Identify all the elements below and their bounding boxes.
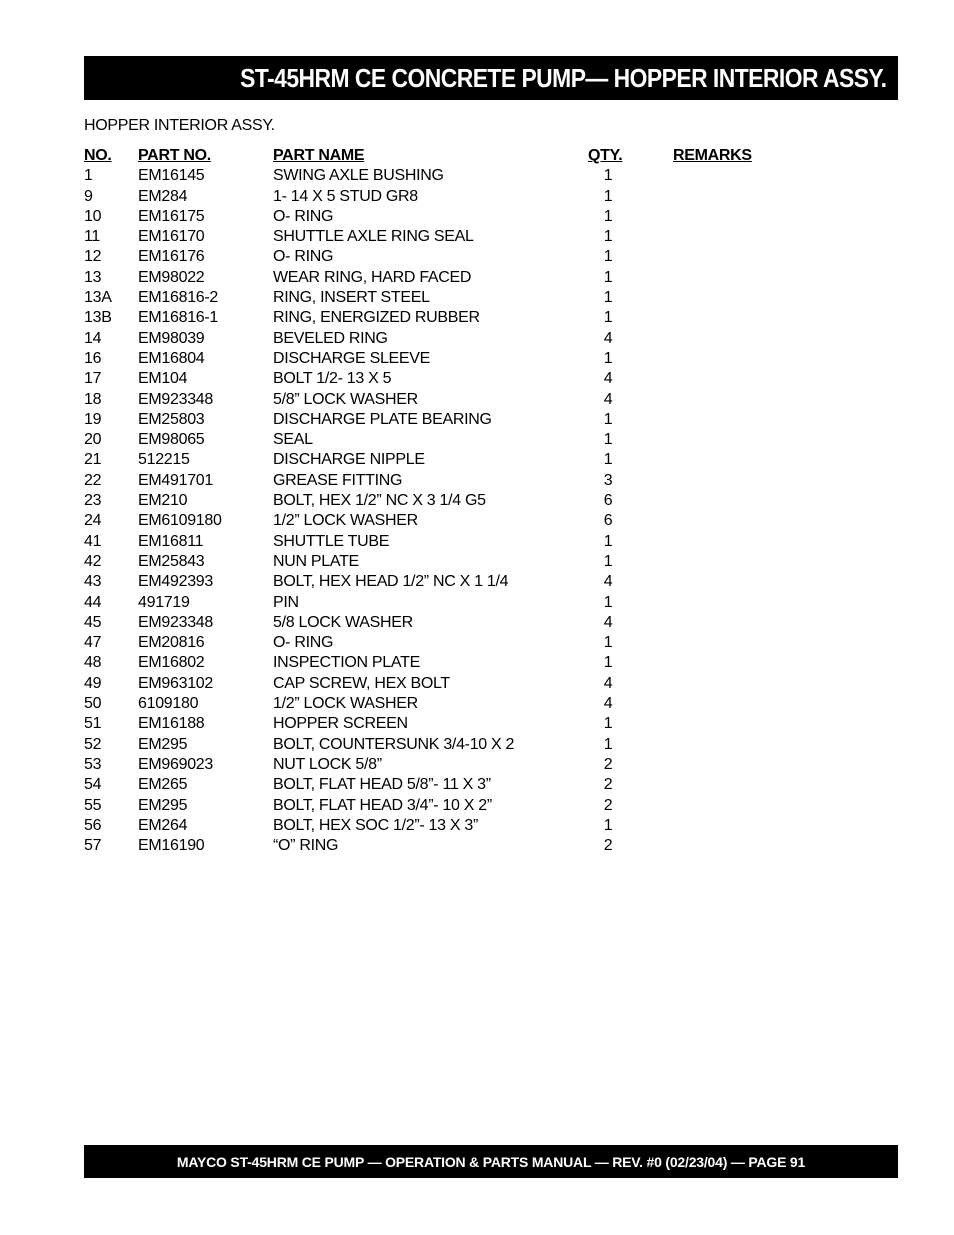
table-row — [84, 247, 784, 267]
column-header-part-no: PART NO. — [138, 147, 211, 164]
cell-part-no: 512215 — [138, 451, 190, 469]
cell-qty: 6 — [603, 512, 613, 530]
cell-qty: 4 — [603, 370, 613, 388]
cell-qty: 1 — [603, 268, 613, 286]
cell-qty: 2 — [603, 755, 613, 773]
column-header-qty: QTY. — [588, 147, 623, 164]
cell-no: 13A — [84, 289, 112, 307]
cell-qty: 1 — [603, 451, 613, 469]
table-row — [84, 471, 784, 491]
cell-qty: 4 — [603, 695, 613, 713]
cell-part-name: SEAL — [273, 431, 313, 449]
cell-no: 13 — [84, 268, 102, 286]
cell-no: 47 — [84, 634, 102, 652]
cell-part-no: EM265 — [138, 776, 188, 794]
table-row — [84, 207, 784, 227]
cell-part-name: BOLT, HEX 1/2” NC X 3 1/4 G5 — [273, 492, 486, 510]
cell-part-no: EM210 — [138, 492, 188, 510]
cell-part-name: O- RING — [273, 634, 334, 652]
cell-qty: 1 — [603, 634, 613, 652]
cell-no: 22 — [84, 471, 102, 489]
cell-part-no: EM25803 — [138, 410, 205, 428]
column-header-no: NO. — [84, 147, 112, 164]
table-row — [84, 653, 784, 673]
cell-part-no: EM969023 — [138, 755, 213, 773]
cell-part-name: “O” RING — [273, 837, 339, 855]
table-row — [84, 532, 784, 552]
cell-part-name: SHUTTLE AXLE RING SEAL — [273, 228, 474, 246]
cell-qty: 4 — [603, 674, 613, 692]
cell-part-name: O- RING — [273, 207, 334, 225]
cell-part-name: CAP SCREW, HEX BOLT — [273, 674, 450, 692]
table-row — [84, 796, 784, 816]
cell-part-name: NUT LOCK 5/8” — [273, 755, 382, 773]
cell-qty: 1 — [603, 349, 613, 367]
cell-qty: 1 — [603, 228, 613, 246]
table-row — [84, 450, 784, 470]
column-header-part-name: PART NAME — [273, 147, 365, 164]
column-header-remarks: REMARKS — [673, 147, 752, 164]
cell-no: 23 — [84, 492, 102, 510]
cell-part-name: HOPPER SCREEN — [273, 715, 408, 733]
cell-part-no: EM492393 — [138, 573, 213, 591]
table-row — [84, 369, 784, 389]
cell-part-name: BOLT 1/2- 13 X 5 — [273, 370, 392, 388]
cell-part-no: EM923348 — [138, 390, 213, 408]
table-row — [84, 227, 784, 247]
cell-no: 18 — [84, 390, 102, 408]
cell-no: 53 — [84, 755, 102, 773]
cell-part-name: NUN PLATE — [273, 552, 359, 570]
cell-no: 17 — [84, 370, 102, 388]
cell-part-no: EM98022 — [138, 268, 205, 286]
footer-bar — [84, 1145, 898, 1178]
cell-no: 10 — [84, 207, 102, 225]
cell-part-name: BEVELED RING — [273, 329, 388, 347]
cell-qty: 1 — [603, 431, 613, 449]
section-label: HOPPER INTERIOR ASSY. — [84, 117, 275, 134]
table-row — [84, 633, 784, 653]
table-header-row — [84, 146, 784, 166]
cell-part-no: EM16816-1 — [138, 309, 219, 327]
cell-part-no: 491719 — [138, 593, 190, 611]
table-row — [84, 410, 784, 430]
cell-qty: 4 — [603, 613, 613, 631]
table-row — [84, 674, 784, 694]
cell-part-no: EM104 — [138, 370, 188, 388]
table-row — [84, 552, 784, 572]
table-row — [84, 714, 784, 734]
cell-qty: 4 — [603, 573, 613, 591]
cell-part-name: 1/2” LOCK WASHER — [273, 695, 418, 713]
table-row — [84, 511, 784, 531]
cell-qty: 1 — [603, 735, 613, 753]
cell-qty: 4 — [603, 390, 613, 408]
cell-part-no: EM16176 — [138, 248, 205, 266]
cell-no: 57 — [84, 837, 102, 855]
cell-part-no: EM25843 — [138, 552, 205, 570]
cell-part-name: 5/8 LOCK WASHER — [273, 613, 413, 631]
cell-part-no: EM923348 — [138, 613, 213, 631]
cell-no: 56 — [84, 816, 102, 834]
cell-no: 48 — [84, 654, 102, 672]
cell-part-name: BOLT, HEX SOC 1/2”- 13 X 3” — [273, 816, 479, 834]
table-row — [84, 755, 784, 775]
table-row — [84, 329, 784, 349]
cell-part-name: DISCHARGE NIPPLE — [273, 451, 425, 469]
table-row — [84, 166, 784, 186]
cell-qty: 6 — [603, 492, 613, 510]
cell-qty: 3 — [603, 471, 613, 489]
cell-qty: 1 — [603, 715, 613, 733]
cell-part-no: EM16190 — [138, 837, 205, 855]
cell-part-name: GREASE FITTING — [273, 471, 403, 489]
cell-no: 11 — [84, 228, 101, 246]
cell-no: 45 — [84, 613, 102, 631]
cell-part-name: WEAR RING, HARD FACED — [273, 268, 472, 286]
cell-part-no: EM98039 — [138, 329, 205, 347]
table-row — [84, 816, 784, 836]
cell-no: 44 — [84, 593, 102, 611]
cell-part-no: EM16170 — [138, 228, 205, 246]
cell-no: 16 — [84, 349, 102, 367]
table-row — [84, 187, 784, 207]
cell-no: 14 — [84, 329, 102, 347]
table-row — [84, 390, 784, 410]
table-row — [84, 491, 784, 511]
cell-part-no: EM284 — [138, 187, 188, 205]
cell-qty: 2 — [603, 796, 613, 814]
parts-table — [84, 146, 784, 856]
cell-qty: 1 — [603, 410, 613, 428]
cell-part-name: BOLT, FLAT HEAD 3/4”- 10 X 2” — [273, 796, 492, 814]
cell-part-name: 5/8” LOCK WASHER — [273, 390, 418, 408]
page-title-bar — [84, 56, 898, 100]
cell-part-no: EM16175 — [138, 207, 205, 225]
cell-part-no: EM16816-2 — [138, 289, 219, 307]
table-row — [84, 430, 784, 450]
cell-part-no: EM16804 — [138, 349, 205, 367]
cell-qty: 1 — [603, 207, 613, 225]
cell-part-no: EM295 — [138, 735, 188, 753]
cell-part-no: 6109180 — [138, 695, 199, 713]
cell-part-name: 1- 14 X 5 STUD GR8 — [273, 187, 418, 205]
cell-no: 54 — [84, 776, 102, 794]
table-row — [84, 349, 784, 369]
cell-part-no: EM295 — [138, 796, 188, 814]
cell-qty: 1 — [603, 248, 613, 266]
cell-qty: 2 — [603, 776, 613, 794]
cell-no: 21 — [84, 451, 102, 469]
cell-no: 42 — [84, 552, 102, 570]
cell-part-no: EM20816 — [138, 634, 205, 652]
cell-qty: 1 — [603, 593, 613, 611]
table-row — [84, 308, 784, 328]
cell-qty: 1 — [603, 187, 613, 205]
cell-part-no: EM264 — [138, 816, 188, 834]
cell-part-no: EM491701 — [138, 471, 213, 489]
cell-qty: 1 — [603, 309, 613, 327]
cell-no: 19 — [84, 410, 102, 428]
cell-part-name: RING, INSERT STEEL — [273, 289, 430, 307]
cell-part-no: EM16188 — [138, 715, 205, 733]
cell-part-no: EM6109180 — [138, 512, 222, 530]
table-row — [84, 613, 784, 633]
table-row — [84, 268, 784, 288]
table-row — [84, 593, 784, 613]
table-row — [84, 694, 784, 714]
cell-part-name: SHUTTLE TUBE — [273, 532, 390, 550]
table-row — [84, 836, 784, 856]
cell-qty: 1 — [603, 167, 613, 185]
cell-no: 1 — [84, 167, 93, 185]
cell-no: 49 — [84, 674, 102, 692]
cell-no: 9 — [84, 187, 93, 205]
cell-part-name: RING, ENERGIZED RUBBER — [273, 309, 480, 327]
cell-qty: 1 — [603, 552, 613, 570]
page-title: ST-45HRM CE CONCRETE PUMP— HOPPER INTERIOR ASSY. — [239, 62, 886, 93]
cell-no: 55 — [84, 796, 102, 814]
cell-part-name: BOLT, COUNTERSUNK 3/4-10 X 2 — [273, 735, 515, 753]
cell-part-name: 1/2” LOCK WASHER — [273, 512, 418, 530]
cell-part-name: DISCHARGE SLEEVE — [273, 349, 431, 367]
cell-qty: 1 — [603, 654, 613, 672]
cell-no: 51 — [84, 715, 102, 733]
cell-part-no: EM98065 — [138, 431, 205, 449]
cell-no: 52 — [84, 735, 102, 753]
cell-no: 50 — [84, 695, 102, 713]
cell-qty: 2 — [603, 837, 613, 855]
cell-no: 41 — [84, 532, 102, 550]
cell-part-name: BOLT, FLAT HEAD 5/8”- 11 X 3” — [273, 776, 491, 794]
table-row — [84, 775, 784, 795]
cell-part-no: EM16145 — [138, 167, 205, 185]
cell-qty: 1 — [603, 289, 613, 307]
cell-qty: 1 — [603, 532, 613, 550]
cell-no: 24 — [84, 512, 102, 530]
cell-part-name: DISCHARGE PLATE BEARING — [273, 410, 492, 428]
table-row — [84, 735, 784, 755]
table-row — [84, 572, 784, 592]
cell-no: 43 — [84, 573, 102, 591]
cell-part-name: INSPECTION PLATE — [273, 654, 420, 672]
cell-no: 13B — [84, 309, 112, 327]
cell-part-no: EM963102 — [138, 674, 213, 692]
cell-part-name: O- RING — [273, 248, 334, 266]
cell-no: 20 — [84, 431, 102, 449]
cell-part-name: SWING AXLE BUSHING — [273, 167, 444, 185]
cell-part-name: BOLT, HEX HEAD 1/2” NC X 1 1/4 — [273, 573, 509, 591]
cell-part-no: EM16802 — [138, 654, 205, 672]
cell-part-no: EM16811 — [138, 532, 204, 550]
cell-qty: 1 — [603, 816, 613, 834]
cell-part-name: PIN — [273, 593, 299, 611]
table-row — [84, 288, 784, 308]
cell-qty: 4 — [603, 329, 613, 347]
footer-text: MAYCO ST-45HRM CE PUMP — OPERATION & PARTS MANUAL — REV. #0 (02/23/04) — PAGE 91 — [176, 1153, 806, 1170]
cell-no: 12 — [84, 248, 102, 266]
